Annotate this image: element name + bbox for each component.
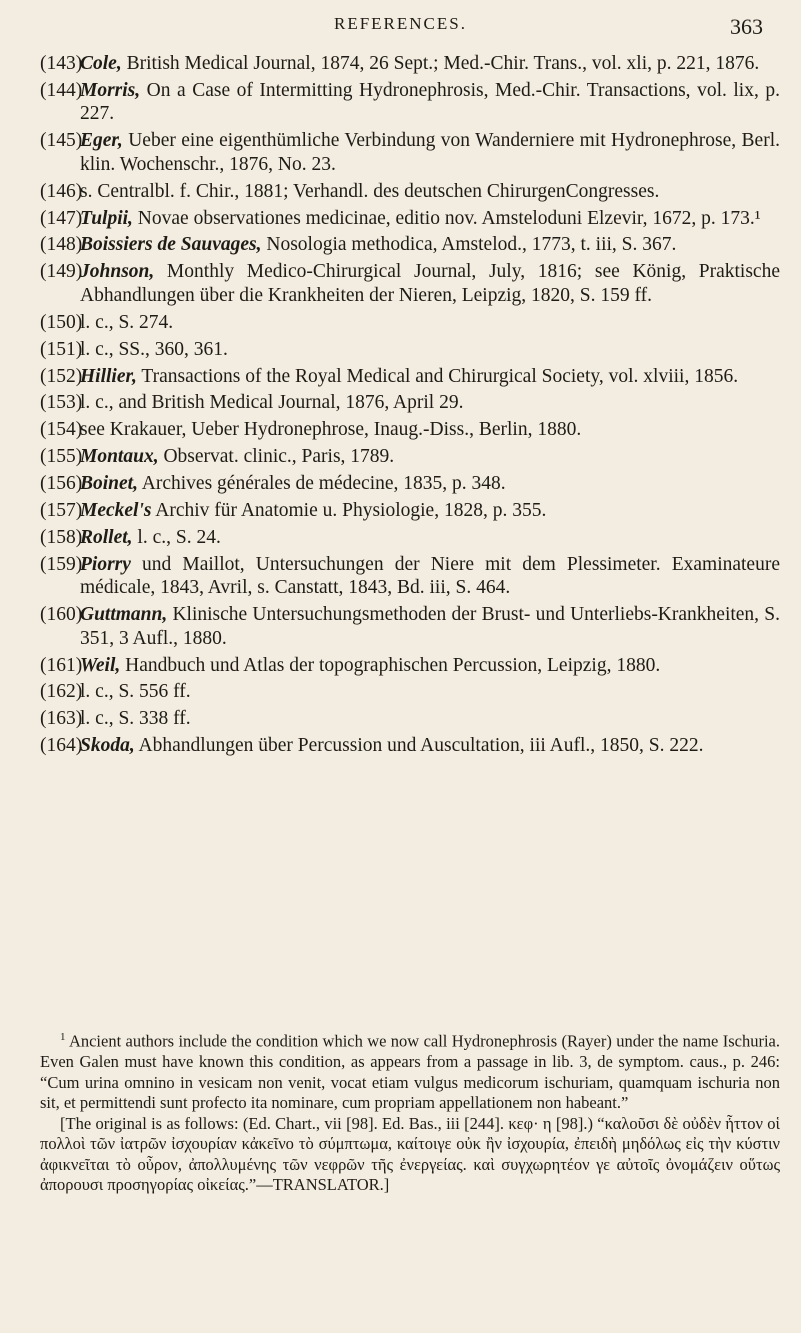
reference-author: Morris, [80, 79, 141, 101]
reference-entry [40, 233, 780, 257]
reference-entry [40, 654, 780, 678]
reference-text: On a Case of Intermitting Hydronephrosis, Med.-Chir. Transactions, vol. lix, p. 227. [80, 79, 780, 125]
reference-entry [40, 445, 780, 469]
reference-text: l. c., SS., 360, 361. [80, 338, 228, 360]
reference-text: Ueber eine eigenthümliche Verbindung von Wanderniere mit Hydronephrose, Berl. klin. Wochenschr., 1876, No. 23. [80, 130, 780, 175]
reference-entry [40, 499, 780, 523]
footnote [40, 1027, 780, 1196]
reference-entry [40, 52, 780, 76]
reference-number: (147) [40, 207, 83, 229]
reference-entry [40, 603, 780, 650]
reference-author: Piorry [80, 553, 131, 575]
reference-text: Monthly Medico-Chirurgical Journal, July, 1816; see König, Praktische Abhandlungen über die Krankheiten der Nieren, Leipzig, 1820, S. 159 ff. [80, 261, 780, 306]
reference-number: (156) [40, 473, 83, 495]
reference-number: (150) [40, 311, 83, 333]
reference-entry [40, 472, 780, 496]
reference-text: und Maillot, Untersuchungen der Niere mit dem Plessimeter. Examinateure médicale, 1843, Avril, s. Canstatt, 1843, Bd. iii, S. 464. [80, 553, 780, 599]
reference-text: Archiv für Anatomie u. Physiologie, 1828, p. 355. [151, 499, 547, 521]
reference-number: (159) [40, 553, 83, 575]
reference-list [40, 52, 780, 761]
footnote-marker: 1 [60, 1031, 66, 1043]
reference-number: (144) [40, 79, 83, 101]
footnote-text: Ancient authors include the condition which we now call Hydronephrosis (Rayer) under the name Ischuria. Even Galen must have known this condition, as appears from a passage in lib. 3, de symptom. caus., p. 246: “Cum urina omnino in vesicam non venit, vocat etiam vulgus medicorum ischuriam, quamquam ischuria non sit, et permittendi sunt profecto ita nominare, cum propriam appellationem non habeant.” [40, 1031, 780, 1112]
reference-text: l. c., S. 338 ff. [80, 708, 191, 730]
reference-number: (149) [40, 261, 83, 283]
reference-text: Archives générales de médecine, 1835, p. 348. [137, 473, 506, 495]
reference-number: (164) [40, 735, 83, 757]
translator-note [40, 1114, 780, 1196]
reference-author: Skoda, [80, 735, 135, 757]
reference-number: (146) [40, 180, 83, 202]
reference-entry [40, 338, 780, 362]
reference-entry [40, 311, 780, 335]
reference-text: British Medical Journal, 1874, 26 Sept.; Med.-Chir. Trans., vol. xli, p. 221, 1876. [121, 53, 760, 74]
reference-number: (158) [40, 526, 83, 548]
reference-number: (157) [40, 499, 83, 521]
reference-number: (154) [40, 419, 83, 441]
reference-author: Tulpii, [80, 207, 133, 229]
footnote-paragraph [40, 1027, 780, 1114]
page-number: 363 [730, 14, 763, 39]
reference-text: Transactions of the Royal Medical and Chirurgical Society, vol. xlviii, 1856. [136, 365, 739, 387]
reference-entry [40, 207, 780, 231]
reference-number: (152) [40, 365, 83, 387]
reference-text: Nosologia methodica, Amstelod., 1773, t. iii, S. 367. [261, 234, 677, 256]
reference-entry [40, 707, 780, 731]
reference-number: (160) [40, 604, 83, 626]
reference-text: Klinische Untersuchungsmethoden der Brust- und Unterliebs-Krankheiten, S. 351, 3 Aufl., 1880. [80, 604, 780, 649]
reference-author: Rollet, [80, 526, 133, 548]
reference-number: (161) [40, 654, 83, 676]
translator-note-text: [The original is as follows: (Ed. Chart., vii [98]. Ed. Bas., iii [244]. κεφ· η [98].) “καλοῦσι δὲ οὐδὲν ἧττον οἱ πολλοὶ τῶν ἰατρῶν ἰσχουρίαν κἀκεῖνο τὸ σύμπτωμα, καίτοιγε οὐκ ἢν ἰσχουρία, ἐπειδὴ μηδόλως εἰς τὴν κύστιν ἀφικνεῖται τὸ οὖρον, ἀπολλυμένης τῶν νεφρῶν τῆς ἐνεργείας. καὶ συγχωρητέον γε αὐτοῖς ὀνομάζειν οὕτως ἀπορουσι προσηγορίας οἰκείας.”—TRANSLATOR.] [40, 1113, 780, 1194]
reference-text: Handbuch und Atlas der topographischen Percussion, Leipzig, 1880. [120, 654, 661, 676]
reference-author: Hillier, [80, 365, 137, 387]
reference-text: Observat. clinic., Paris, 1789. [158, 446, 395, 468]
reference-entry [40, 129, 780, 176]
reference-entry [40, 79, 780, 126]
reference-entry [40, 680, 780, 704]
reference-entry [40, 526, 780, 550]
reference-number: (145) [40, 130, 83, 152]
reference-author: Boinet, [80, 473, 138, 495]
reference-author: Guttmann, [80, 604, 168, 626]
reference-author: Johnson, [80, 261, 155, 283]
reference-author: Weil, [80, 654, 121, 676]
reference-author: Cole, [80, 53, 122, 74]
reference-text: l. c., S. 556 ff. [80, 681, 191, 703]
reference-number: (155) [40, 446, 83, 468]
reference-text: l. c., S. 274. [80, 311, 174, 333]
reference-number: (153) [40, 392, 83, 414]
reference-number: (162) [40, 681, 83, 703]
reference-author: Meckel's [80, 499, 152, 521]
reference-text: Novae observationes medicinae, editio nov. Amsteloduni Elzevir, 1672, p. 173.¹ [132, 207, 761, 229]
reference-author: Montaux, [80, 446, 159, 468]
reference-entry [40, 553, 780, 600]
reference-entry [40, 734, 780, 758]
reference-number: (163) [40, 708, 83, 730]
reference-text: s. Centralbl. f. Chir., 1881; Verhandl. des deutschen ChirurgenCongresses. [80, 180, 660, 202]
reference-entry [40, 418, 780, 442]
reference-number: (148) [40, 234, 83, 256]
reference-text: see Krakauer, Ueber Hydronephrose, Inaug.-Diss., Berlin, 1880. [80, 419, 582, 441]
reference-author: Eger, [80, 130, 123, 152]
reference-text: l. c., and British Medical Journal, 1876, April 29. [80, 392, 464, 414]
reference-entry [40, 365, 780, 389]
reference-text: Abhandlungen über Percussion und Auscultation, iii Aufl., 1850, S. 222. [134, 735, 704, 757]
reference-author: Boissiers de Sauvages, [80, 234, 262, 256]
reference-entry [40, 391, 780, 415]
reference-entry [40, 260, 780, 307]
running-head: REFERENCES. [334, 14, 467, 33]
reference-text: l. c., S. 24. [132, 526, 221, 548]
reference-entry [40, 180, 780, 204]
reference-number: (143) [40, 53, 83, 74]
reference-number: (151) [40, 338, 83, 360]
